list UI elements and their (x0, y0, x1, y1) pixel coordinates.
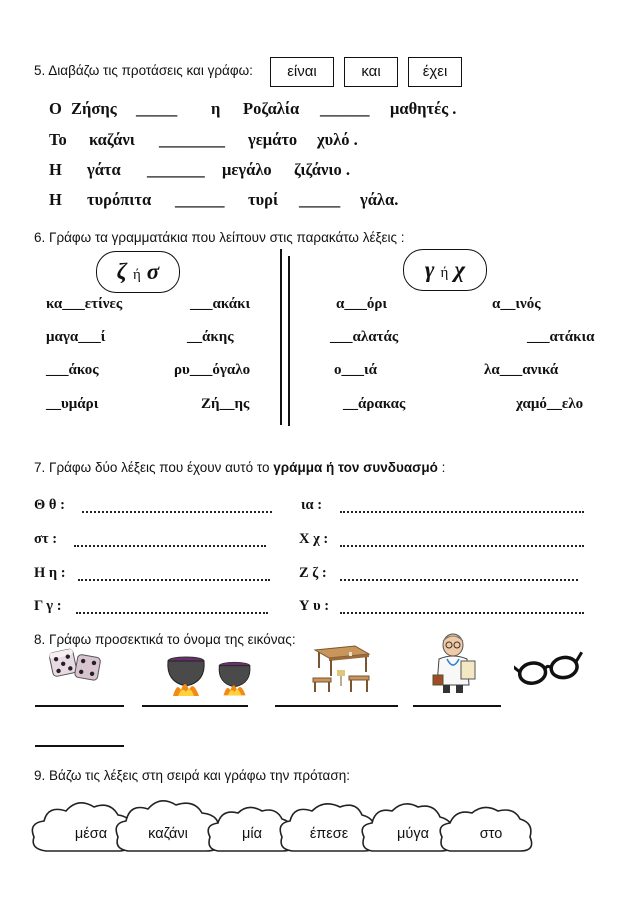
write-line[interactable] (74, 544, 266, 547)
write-line[interactable] (78, 578, 270, 581)
sentence-word: γάτα (87, 160, 121, 179)
missing-letter-word[interactable]: __υμάρι (46, 396, 99, 412)
missing-letter-word[interactable]: α___όρι (336, 296, 388, 312)
write-line[interactable] (35, 745, 124, 747)
exercise-9-title: 9. Βάζω τις λέξεις στη σειρά και γράφω την πρόταση: (34, 768, 350, 783)
title-text: 7. Γράφω δύο λέξεις που έχουν αυτό το (34, 460, 274, 475)
missing-letter-word[interactable]: κα___ετίνες (46, 296, 123, 312)
missing-letter-word[interactable]: Ζή__ης (201, 396, 250, 412)
write-line[interactable] (340, 611, 584, 614)
answer-blank[interactable]: ________ (159, 130, 225, 149)
word-box: και (344, 57, 398, 87)
letter: ζ (116, 259, 127, 284)
cloud-word[interactable]: έπεσε (309, 826, 349, 842)
letter-label: Γ γ : (34, 598, 62, 614)
answer-blank[interactable]: ______ (175, 190, 225, 209)
letter: σ (146, 259, 160, 284)
write-line[interactable] (340, 510, 584, 513)
cloud-word[interactable]: στο (479, 826, 503, 842)
sentence-word: Ο (49, 99, 62, 118)
sentence-word: γεμάτο (248, 130, 298, 149)
letter-label: Χ χ : (299, 531, 329, 547)
answer-blank[interactable]: _____ (136, 99, 178, 118)
word-box: είναι (270, 57, 334, 87)
missing-letter-word[interactable]: __άρακας (343, 396, 406, 412)
letter-label: Η η : (34, 565, 66, 581)
write-line[interactable] (275, 705, 398, 707)
letter-label: ια : (301, 497, 323, 513)
or-label: ή (440, 265, 449, 281)
sentence-word: γάλα. (360, 190, 399, 209)
dice-icon (48, 646, 104, 686)
answer-blank[interactable]: _______ (147, 160, 205, 179)
write-line[interactable] (35, 705, 124, 707)
sentence-word: Ζήσης (71, 99, 117, 118)
sentence-word: τυρί (248, 190, 279, 209)
sentence-word: Η (49, 190, 62, 209)
sentence-word: Η (49, 160, 62, 179)
sentence-word: καζάνι (89, 130, 135, 149)
letter: χ (454, 257, 466, 282)
sentence-word: μεγάλο (222, 160, 272, 179)
missing-letter-word[interactable]: ρυ___όγαλο (174, 362, 251, 378)
missing-letter-word[interactable]: χαμό__ελο (516, 396, 584, 412)
write-line[interactable] (340, 578, 578, 581)
cloud-word[interactable]: καζάνι (148, 826, 188, 842)
or-label: ή (132, 267, 141, 283)
exercise-8-title: 8. Γράφω προσεκτικά το όνομα της εικόνας: (34, 632, 296, 647)
answer-blank[interactable]: ______ (320, 99, 370, 118)
letter-label: Ζ ζ : (299, 565, 327, 581)
exercise-6-title: 6. Γράφω τα γραμματάκια που λείπουν στις παρακάτω λέξεις : (34, 230, 405, 245)
cauldron-icon (163, 652, 257, 696)
write-line[interactable] (413, 705, 501, 707)
missing-letter-word[interactable]: ο___ιά (334, 362, 378, 378)
missing-letter-word[interactable]: ___αλατάς (330, 329, 399, 345)
sentence-word: ζιζάνιο . (294, 160, 350, 179)
missing-letter-word[interactable]: ___ακάκι (190, 296, 251, 312)
letter-label: Θ θ : (34, 497, 65, 513)
table-chairs-icon (311, 642, 373, 694)
sentence-word: χυλό . (317, 130, 358, 149)
sentence-word: μαθητές . (390, 99, 457, 118)
title-emphasis: γράμμα ή τον συνδυασμό (273, 460, 438, 475)
missing-letter-word[interactable]: μαγα___ί (46, 329, 106, 345)
letter: γ (424, 257, 435, 282)
title-text: : (437, 460, 446, 475)
sentence-word: Ροζαλία (243, 99, 300, 118)
exercise-5-title: 5. Διαβάζω τις προτάσεις και γράφω: (34, 63, 253, 78)
missing-letter-word[interactable]: ___άκος (46, 362, 99, 378)
write-line[interactable] (142, 705, 248, 707)
sentence-word: τυρόπιτα (87, 190, 152, 209)
cloud-word[interactable]: μία (242, 826, 262, 842)
sentence-word: η (211, 99, 221, 118)
missing-letter-word[interactable]: ___ατάκια (527, 329, 595, 345)
letters-pill-right (403, 249, 487, 291)
missing-letter-word[interactable]: λα___ανικά (484, 362, 559, 378)
sentence-word: Το (49, 130, 67, 149)
letter-label: Υ υ : (299, 598, 330, 614)
missing-letter-word[interactable]: __άκης (187, 329, 234, 345)
letters-pill-left (96, 251, 180, 293)
glasses-icon (514, 650, 586, 686)
answer-blank[interactable]: _____ (299, 190, 341, 209)
letter-label: στ : (34, 531, 58, 547)
cloud-word[interactable]: μέσα (74, 826, 108, 842)
write-line[interactable] (76, 611, 268, 614)
divider (280, 249, 282, 425)
divider (288, 256, 290, 426)
cloud-word[interactable]: μύγα (397, 826, 429, 842)
exercise-7-title (34, 460, 445, 475)
missing-letter-word[interactable]: α__ινός (492, 296, 541, 312)
doctor-icon (431, 633, 481, 695)
write-line[interactable] (340, 544, 584, 547)
write-line[interactable] (82, 510, 272, 513)
word-box: έχει (408, 57, 462, 87)
